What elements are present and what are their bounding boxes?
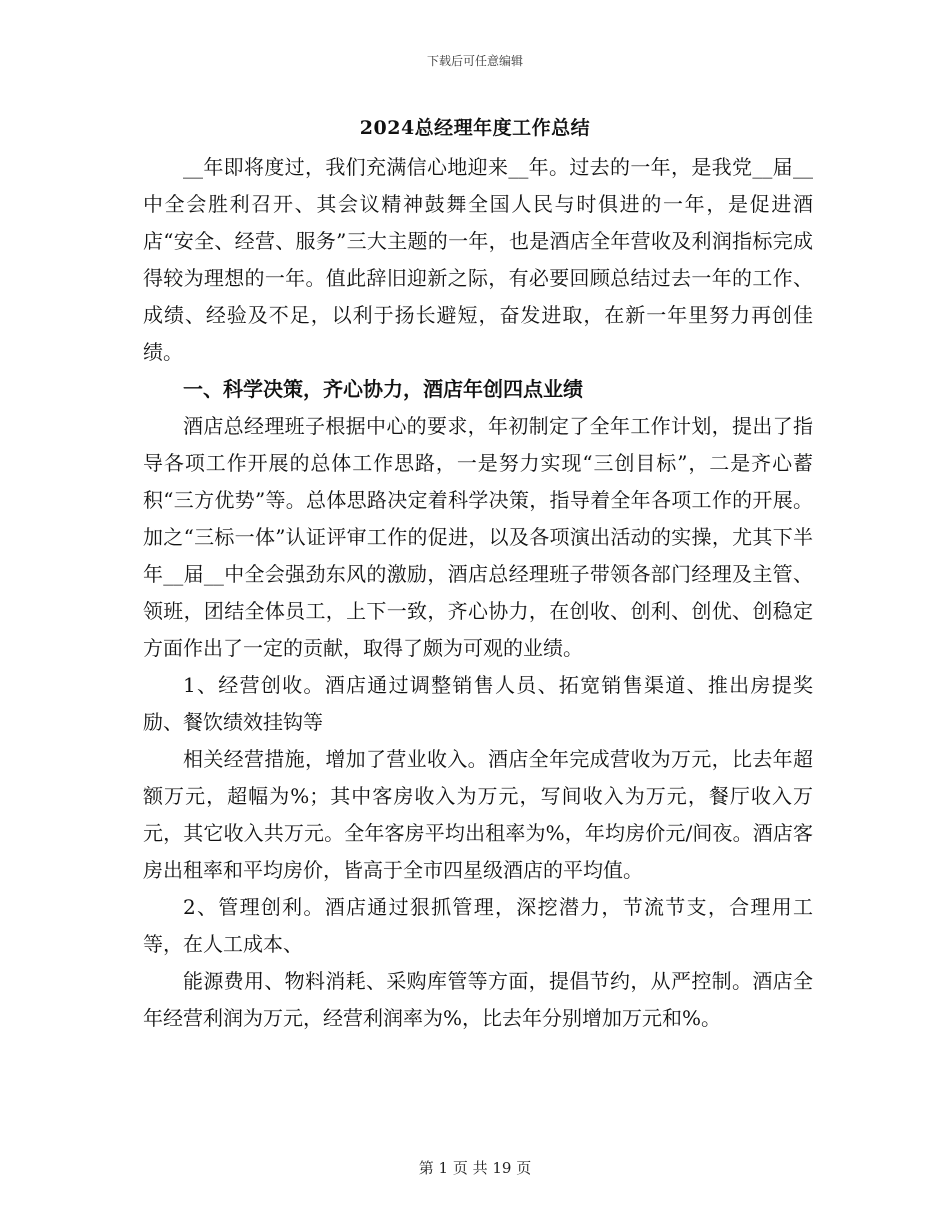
- page-footer: 第 1 页 共 19 页: [418, 1159, 532, 1177]
- paragraph-revenue-heading: 1、经营创收。酒店通过调整销售人员、拓宽销售渠道、推出房提奖励、餐饮绩效挂钩等: [143, 673, 813, 734]
- section-heading: 一、科学决策，齐心协力，酒店年创四点业绩: [183, 377, 583, 401]
- paragraph-profit-heading: 2、管理创利。酒店通过狠抓管理，深挖潜力，节流节支，合理用工等，在人工成本、: [143, 895, 813, 956]
- paragraph-intro: __年即将度过，我们充满信心地迎来__年。过去的一年，是我党__届__中全会胜利召开、其会议精神鼓舞全国人民与时俱进的一年，是促进酒店“安全、经营、服务”三大主题的一年，也是酒店全年营收及利润指标完成得较为理想的一年。值此辞旧迎新之际，有必要回顾总结过去一年的工作、成绩、经验及不足，以利于扬长避短，奋发进取，在新一年里努力再创佳绩。: [143, 155, 813, 364]
- paragraph-revenue-detail: 相关经营措施，增加了营业收入。酒店全年完成营收为万元，比去年超额万元，超幅为%；其中客房收入为万元，写间收入为万元，餐厅收入万元，其它收入共万元。全年客房平均出租率为%，年均房价元/间夜。酒店客房出租率和平均房价，皆高于全市四星级酒店的平均值。: [143, 747, 813, 882]
- document-body: [143, 149, 813, 1037]
- document-title: 2024总经理年度工作总结: [359, 117, 591, 139]
- paragraph-profit-detail: 能源费用、物料消耗、采购库管等方面，提倡节约，从严控制。酒店全年经营利润为万元，经营利润率为%，比去年分别增加万元和%。: [143, 969, 813, 1030]
- header-note: 下载后可任意编辑: [426, 54, 523, 68]
- paragraph-overview: 酒店总经理班子根据中心的要求，年初制定了全年工作计划，提出了指导各项工作开展的总体工作思路，一是努力实现“三创目标”，二是齐心蓄积“三方优势”等。总体思路决定着科学决策，指导着全年各项工作的开展。加之“三标一体”认证评审工作的促进，以及各项演出活动的实操，尤其下半年__届__中全会强劲东风的激励，酒店总经理班子带领各部门经理及主管、领班，团结全体员工，上下一致，齐心协力，在创收、创利、创优、创稳定方面作出了一定的贡献，取得了颇为可观的业绩。: [143, 414, 813, 660]
